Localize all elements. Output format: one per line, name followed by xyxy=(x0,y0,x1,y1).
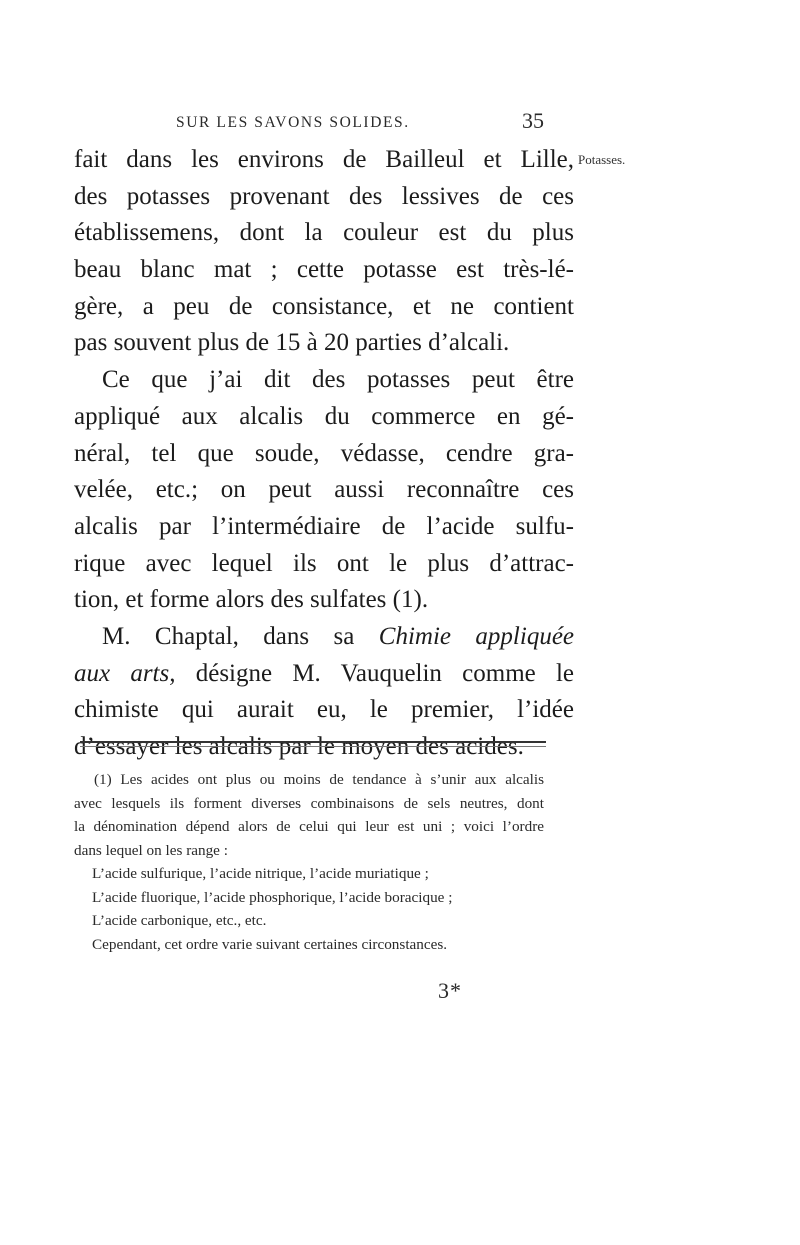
body-line-mixed xyxy=(74,619,574,656)
body-line: tion, et forme alors des sulfates (1). xyxy=(74,586,429,614)
body-line: établissemens, dont la couleur est du plus xyxy=(74,219,574,247)
body-line: d’essayer les alcalis par le moyen des acides. xyxy=(74,733,524,760)
footnote-rule xyxy=(80,741,546,743)
margin-note: Potasses. xyxy=(578,152,626,167)
footnote-line: la dénomination dépend alors de celui qui leur est uni ; voici l’ordre xyxy=(74,818,544,835)
book-title-italic: aux arts, xyxy=(74,659,176,687)
book-title-italic: Chimie appliquée xyxy=(378,622,575,650)
body-line: appliqué aux alcalis du commerce en gé- xyxy=(74,402,574,430)
body-line: fait dans les environs de Bailleul et Lille, xyxy=(74,146,574,173)
body-line-text: désigne M. Vauquelin comme le xyxy=(195,659,575,687)
body-line: Ce que j’ai dit des potasses peut être xyxy=(102,366,574,394)
footnote-line: L’acide sulfurique, l’acide nitrique, l’acide muriatique ; xyxy=(92,865,429,882)
footnote-rule-thin xyxy=(80,746,546,747)
body-line: alcalis par l’intermédiaire de l’acide sulfu- xyxy=(74,512,574,540)
footnote-line: avec lesquels ils forment diverses combinaisons de sels neutres, dont xyxy=(74,794,544,812)
body-line: pas souvent plus de 15 à 20 parties d’alcali. xyxy=(74,329,510,357)
body-line: velée, etc.; on peut aussi reconnaître ces xyxy=(74,476,574,504)
body-line-mixed xyxy=(74,656,574,693)
footnote-line: L’acide fluorique, l’acide phosphorique, l’acide boracique ; xyxy=(92,888,453,906)
body-line: néral, tel que soude, védasse, cendre gra- xyxy=(74,439,574,467)
body-line: gère, a peu de consistance, et ne contient xyxy=(74,292,574,320)
footnote-line: L’acide carbonique, etc., etc. xyxy=(92,912,267,929)
body-line: chimiste qui aurait eu, le premier, l’idée xyxy=(74,696,574,724)
running-head xyxy=(176,108,576,138)
body-line: beau blanc mat ; cette potasse est très-lé- xyxy=(74,256,574,284)
body-text xyxy=(74,142,574,766)
footnote-line: (1) Les acides ont plus ou moins de tendance à s’unir aux alcalis xyxy=(94,771,544,788)
running-title: SUR LES SAVONS SOLIDES. xyxy=(176,114,410,131)
body-line: rique avec lequel ils ont le plus d’attrac- xyxy=(74,549,574,577)
page-number: 35 xyxy=(522,108,544,133)
signature-mark: 3* xyxy=(438,978,462,1003)
footnote-line: Cependant, cet ordre varie suivant certaines circonstances. xyxy=(92,935,448,953)
footnote xyxy=(74,768,544,956)
body-line: des potasses provenant des lessives de ces xyxy=(74,182,574,210)
footnote-line: dans lequel on les range : xyxy=(74,841,228,859)
body-line-text: M. Chaptal, dans sa xyxy=(102,622,355,650)
